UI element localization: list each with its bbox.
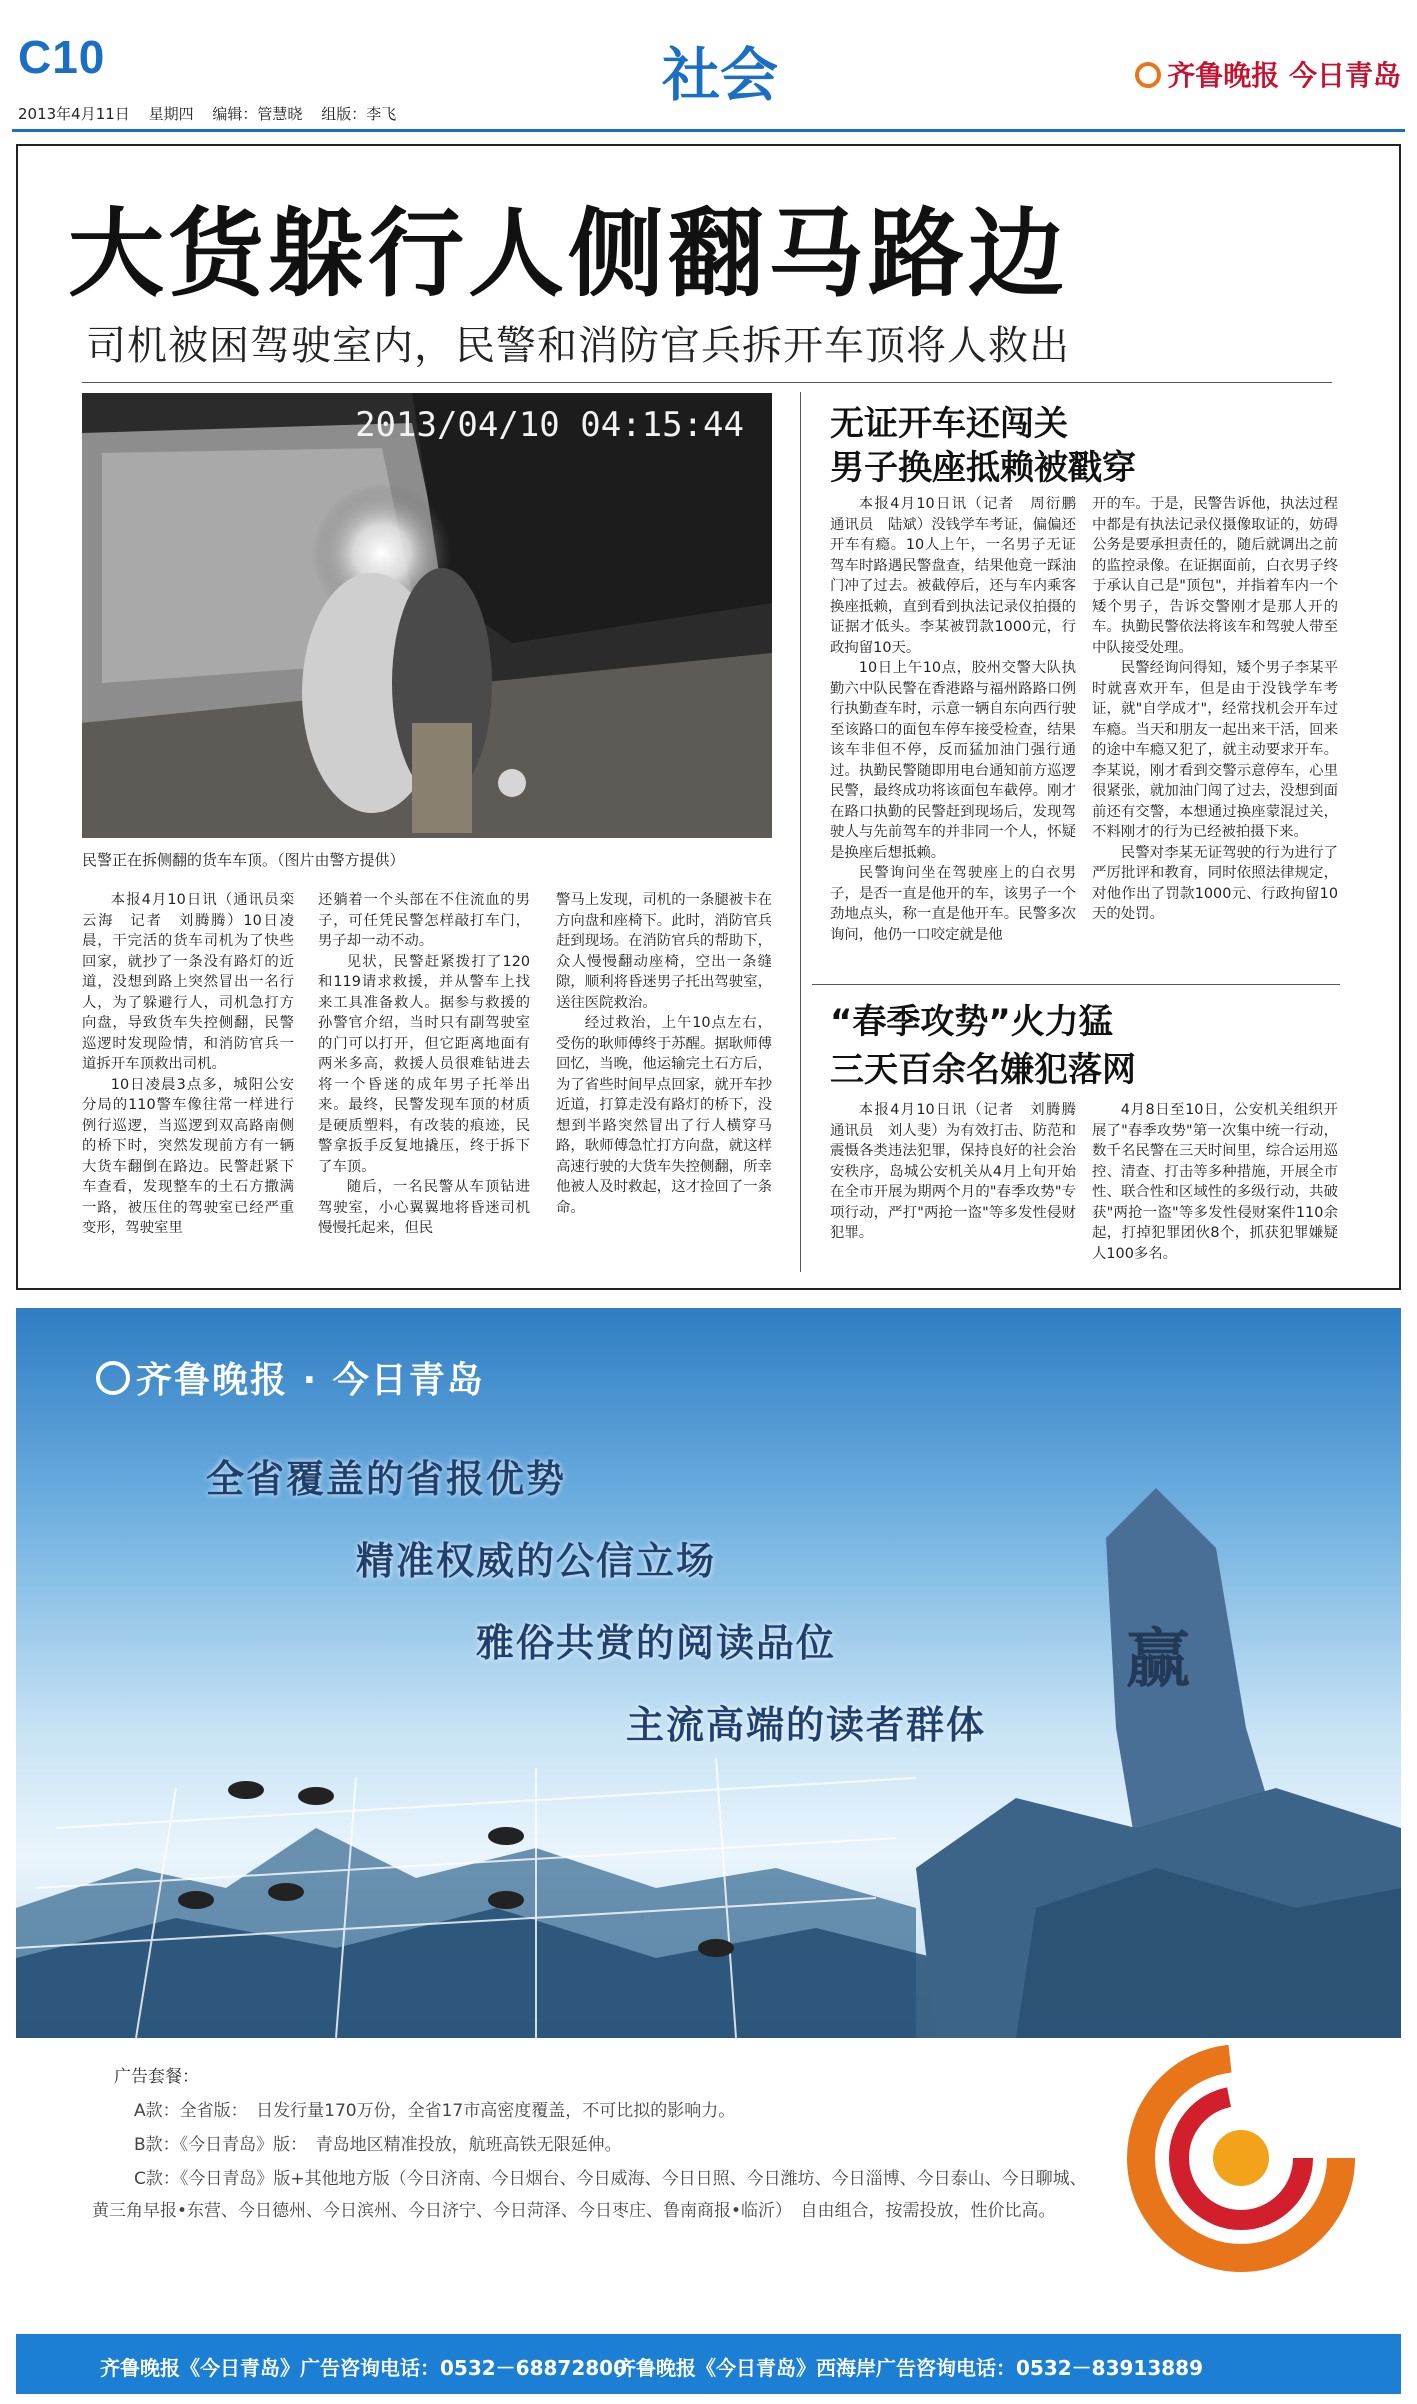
paragraph: 还躺着一个头部在不住流血的男子，可任凭民警怎样敲打车门，男子却一动不动。	[318, 892, 530, 949]
layout-credit: 组版：李飞	[321, 105, 397, 123]
packages-title: 广告套餐：	[114, 2067, 199, 2087]
paragraph: 4月8日至10日，公安机关组织开展了"春季攻势"第一次集中统一行动，数千名民警在三天时间里，综合运用巡控、清查、打击等多种措施，开展全市性、联合性和区域性的多级行动，共破获"两抢一盗"等多发性侵财案件110余起，打掉犯罪团伙8个，抓获犯罪嫌疑人100多名。	[1092, 1102, 1338, 1262]
photo-timestamp: 2013/04/10 04:15:44	[355, 405, 744, 445]
side-article-2-col-2	[1092, 1100, 1338, 1264]
ad-slogan-3: 雅俗共赏的阅读品位	[476, 1621, 837, 1665]
brand-swirl-logo-icon	[1121, 2038, 1361, 2278]
side-article-1-col-2	[1092, 494, 1338, 925]
ad-packages	[16, 2038, 1401, 2336]
rock-carving: 赢	[1126, 1623, 1190, 1697]
logo-swirl-icon	[1135, 62, 1161, 88]
package-a: A款：全省版： 日发行量170万份，全省17市高密度覆盖，不可比拟的影响力。	[134, 2101, 736, 2121]
paragraph: 10日上午10点，胶州交警大队执勤六中队民警在香港路与福州路路口例行执勤查车时，示意一辆自东向西行驶至该路口的面包车停车接受检查，结果该车非但不停，反而猛加油门强行通过。执勤民警随即用电台通知前方巡逻民警，最终成功将该面包车截停。刚才在路口执勤的民警赶到现场后，发现驾驶人与先前驾车的并非同一个人，怀疑是换座后想抵赖。	[830, 660, 1076, 861]
header-rule	[12, 129, 1405, 132]
paragraph: 随后，一名民警从车顶钻进驾驶室，小心翼翼地将昏迷司机慢慢托起来，但民	[318, 1179, 530, 1236]
issue-weekday: 星期四	[148, 105, 194, 123]
paragraph: 开的车。于是，民警告诉他，执法过程中都是有执法记录仪摄像取证的，妨碍公务是要承担责任的，随后就调出之前的监控录像。在证据面前，白衣男子终于承认自己是"顶包"，并指着车内一个矮个男子，告诉交警刚才是那人开的车。执勤民警依法将该车和驾驶人带至中队接受处理。	[1092, 496, 1338, 656]
editor-credit: 编辑：管慧晓	[212, 105, 303, 123]
package-b: B款：《今日青岛》版： 青岛地区精准投放，航班高铁无限延伸。	[134, 2135, 622, 2155]
ad-phone-1: 齐鲁晚报《今日青岛》广告咨询电话：0532－68872800	[100, 2356, 627, 2380]
subhead-rule	[82, 382, 1332, 383]
ad-slogan-1: 全省覆盖的省报优势	[206, 1457, 567, 1501]
side-article-1-title-2: 男子换座抵赖被戳穿	[830, 448, 1136, 488]
page-header	[0, 0, 1417, 140]
overturned-truck-photo	[82, 393, 772, 838]
photo-caption: 民警正在拆侧翻的货车车顶。（图片由警方提供）	[82, 851, 405, 869]
ad-slogan-4: 主流高端的读者群体	[626, 1703, 987, 1747]
paragraph: 警马上发现，司机的一条腿被卡在方向盘和座椅下。此时，消防官兵赶到现场。在消防官兵的帮助下，众人慢慢翻动座椅，空出一条缝隙，顺利将昏迷男子托出驾驶室，送往医院救治。	[556, 892, 772, 1011]
advertisement	[16, 1308, 1401, 2038]
side-article-1-col-1	[830, 494, 1091, 945]
side-article-2-title-1: “春季攻势”火力猛	[830, 1002, 1113, 1042]
package-c-line-2: 黄三角早报•东营、今日德州、今日滨州、今日济宁、今日菏泽、今日枣庄、鲁南商报•临沂） 自由组合，按需投放，性价比高。	[92, 2201, 1056, 2221]
page-number: C10	[18, 31, 106, 83]
main-article-col-1	[82, 890, 294, 1239]
newspaper-logo: 齐鲁晚报 今日青岛	[1135, 54, 1401, 94]
paragraph: 民警经询问得知，矮个男子李某平时就喜欢开车，但是由于没钱学车考证，就"自学成才"，经常找机会开车过车瘾。当天和朋友一起出来干活，回来的途中车瘾又犯了，就主动要求开车。李某说，刚才看到交警示意停车，心里很紧张，就加油门闯了过去，没想到面前还有交警，本想通过换座蒙混过关，不料刚才的行为已经被拍摄下来。	[1092, 660, 1338, 840]
main-article-col-2	[318, 890, 530, 1239]
side-article-divider	[812, 984, 1340, 985]
side-article-1-title-1: 无证开车还闯关	[830, 404, 1068, 444]
main-headline: 大货躲行人侧翻马路边	[68, 198, 1068, 310]
package-c-line-1: C款：《今日青岛》版+其他地方版（今日济南、今日烟台、今日威海、今日日照、今日潍坊、今日淄博、今日泰山、今日聊城、	[134, 2169, 1087, 2189]
paragraph: 经过救治，上午10点左右，受伤的耿师傅终于苏醒。据耿师傅回忆，当晚，他运输完土石方后，为了省些时间早点回家，就开车抄近道，打算走没有路灯的桥下，没想到半路突然冒出了行人横穿马路，耿师傅急忙打方向盘，就这样高速行驶的大货车失控侧翻，所幸他被人及时救起，这才捡回了一条命。	[556, 1015, 772, 1216]
column-divider	[800, 392, 801, 1272]
paragraph: 10日凌晨3点多，城阳公安分局的110警车像往常一样进行例行巡逻，当巡逻到双高路南侧的桥下时，突然发现前方有一辆大货车翻倒在路边。民警赶紧下车查看，发现整车的土石方撒满一路，被压住的驾驶室已经严重变形，驾驶室里	[82, 1076, 294, 1236]
paragraph: 民警对李某无证驾驶的行为进行了严厉批评和教育，同时依照法律规定，对他作出了罚款1000元、行政拘留10天的处罚。	[1092, 844, 1338, 922]
section-title: 社会	[661, 41, 778, 109]
ad-phone-2: 齐鲁晚报《今日青岛》西海岸广告咨询电话：0532－83913889	[616, 2356, 1203, 2380]
issue-date: 2013年4月11日	[18, 105, 130, 123]
ad-logo: 齐鲁晚报 · 今日青岛	[96, 1352, 485, 1403]
issue-meta	[18, 103, 410, 124]
paragraph: 本报4月10日讯（记者 周衍鹏 通讯员 陆斌）没钱学车考证，偏偏还开车有瘾。10人上午，一名男子无证驾车时路遇民警盘查，结果他竟一踩油门冲了过去。被截停后，还与车内乘客换座抵赖，直到看到执法记录仪拍摄的证据才低头。李某被罚款1000元，行政拘留10天。	[830, 496, 1091, 656]
side-article-2-title-2: 三天百余名嫌犯落网	[830, 1050, 1136, 1090]
paragraph: 见状，民警赶紧拨打了120和119请求救援，并从警车上找来工具准备救人。据参与救援的孙警官介绍，当时只有副驾驶室的门可以打开，但它距离地面有两米多高，救援人员很难钻进去将一个昏迷的成年男子托举出来。最终，民警发现车顶的材质是硬质塑料，有改装的痕迹，民警拿扳手反复地撬压，终于拆下了车顶。	[318, 953, 530, 1175]
paragraph: 民警询问坐在驾驶座上的白衣男子，是否一直是他开的车，该男子一个劲地点头，称一直是他开车。民警多次询问，他仍一口咬定就是他	[830, 865, 1076, 943]
ad-landscape-graphic	[16, 1308, 1401, 2038]
ad-contact-bar	[16, 2334, 1401, 2394]
ad-slogan-2: 精准权威的公信立场	[356, 1539, 717, 1583]
paragraph: 本报4月10日讯（记者 刘腾腾 通讯员 刘人斐）为有效打击、防范和震慑各类违法犯罪，保持良好的社会治安秩序，岛城公安机关从4月上旬开始在全市开展为期两个月的"春季攻势"专项行动，严打"两抢一盗"等多发性侵财犯罪。	[830, 1102, 1091, 1241]
main-article-col-3	[556, 890, 772, 1218]
side-article-2-col-1	[830, 1100, 1091, 1244]
paragraph: 本报4月10日讯（通讯员栾云海 记者 刘腾腾）10日凌晨，干完活的货车司机为了快些回家，就抄了一条没有路灯的近道，没想到路上突然冒出一名行人，为了躲避行人，司机急打方向盘，导致货车失控侧翻，民警巡逻时发现险情，和消防官兵一道拆开车顶救出司机。	[82, 892, 294, 1072]
news-photo	[82, 393, 772, 838]
main-subheadline: 司机被困驾驶室内，民警和消防官兵拆开车顶将人救出	[86, 323, 1070, 369]
